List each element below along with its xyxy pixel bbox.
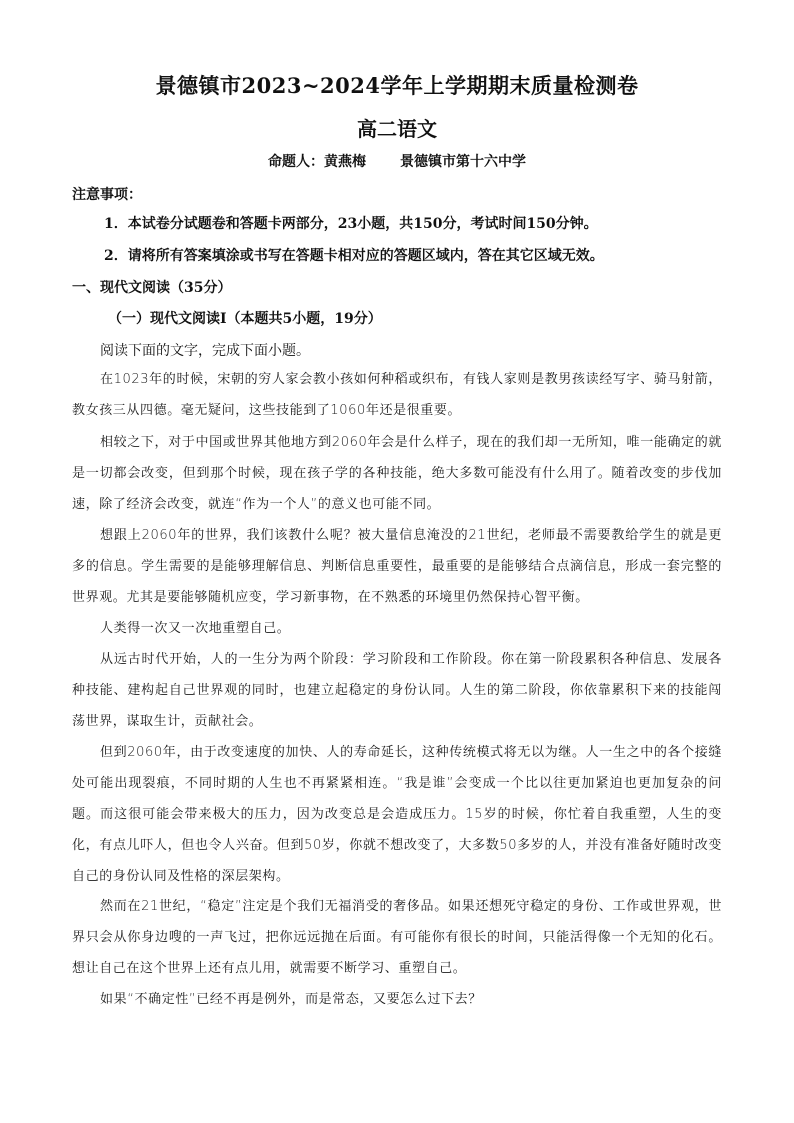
paragraph-7: 然而在21世纪，“稳定”注定是个我们无福消受的奢侈品。如果还想死守稳定的身份、工作或世界观，世界只会从你身边嗖的一声飞过，把你远远抛在后面。有可能你有很长的时间，只能活得像一个无知的化石。想让自己在这个世界上还有点儿用，就需要不断学习、重塑自己。 (72, 899, 722, 976)
notes-heading: 注意事项： (72, 187, 142, 203)
paragraph-6: 但到2060年，由于改变速度的加快、人的寿命延长，这种传统模式将无以为继。人一生之中的各个接缝处可能出现裂痕，不同时期的人生也不再紧紧相连。“我是谁”会变成一个比以往更加紧迫也更加复杂的问题。而这很可能会带来极大的压力，因为改变总是会造成压力。15岁的时候，你忙着自我重塑，人生的变化，有点儿吓人，但也令人兴奋。但到50岁，你就不想改变了，大多数50多岁的人，并没有准备好随时改变自己的身份认同及性格的深层架构。 (72, 745, 722, 884)
notes-item-2: 2．请将所有答案填涂或书写在答题卡相对应的答题区域内，答在其它区域无效。 (104, 248, 604, 264)
author-school: 景德镇市第十六中学 (400, 154, 526, 170)
exam-title: 景德镇市2023~2024学年上学期期末质量检测卷 (155, 73, 639, 98)
reading-instruction: 阅读下面的文字，完成下面小题。 (100, 343, 310, 359)
paragraph-1: 在1023年的时候，宋朝的穷人家会教小孩如何种稻或织布，有钱人家则是教男孩读经写字、骑马射箭，教女孩三从四德。毫无疑问，这些技能到了1060年还是很重要。 (72, 372, 722, 418)
exam-subject: 高二语文 (357, 117, 437, 141)
notes-item-1: 1．本试卷分试题卷和答题卡两部分，23小题，共150分，考试时间150分钟。 (104, 216, 598, 232)
section-heading: 一、现代文阅读（35分） (72, 280, 232, 296)
paragraph-2: 相较之下，对于中国或世界其他地方到2060年会是什么样子，现在的我们却一无所知，唯一能确定的就是一切都会改变，但到那个时候，现在孩子学的各种技能，绝大多数可能没有什么用了。随着改变的步伐加速，除了经济会改变，就连“作为一个人”的意义也可能不同。 (72, 435, 722, 512)
author-line (0, 151, 794, 171)
paragraph-3: 想跟上2060年的世界，我们该教什么呢？被大量信息淹没的21世纪，老师最不需要教给学生的就是更多的信息。学生需要的是能够理解信息、判断信息重要性，最重要的是能够结合点滴信息，形成一套完整的世界观。尤其是要能够随机应变，学习新事物，在不熟悉的环境里仍然保持心智平衡。 (72, 528, 722, 605)
subsection-heading: （一）现代文阅读Ⅰ（本题共5小题，19分） (108, 311, 382, 327)
paragraph-8: 如果“不确定性”已经不再是例外，而是常态，又要怎么过下去？ (100, 992, 482, 1007)
paragraph-5: 从远古时代开始，人的一生分为两个阶段：学习阶段和工作阶段。你在第一阶段累积各种信息、发展各种技能、建构起自己世界观的同时，也建立起稳定的身份认同。人生的第二阶段，你依靠累积下来的技能闯荡世界，谋取生计，贡献社会。 (72, 652, 722, 729)
paragraph-4: 人类得一次又一次地重塑自己。 (100, 621, 291, 636)
author-label: 命题人：黄燕梅 (268, 154, 366, 170)
